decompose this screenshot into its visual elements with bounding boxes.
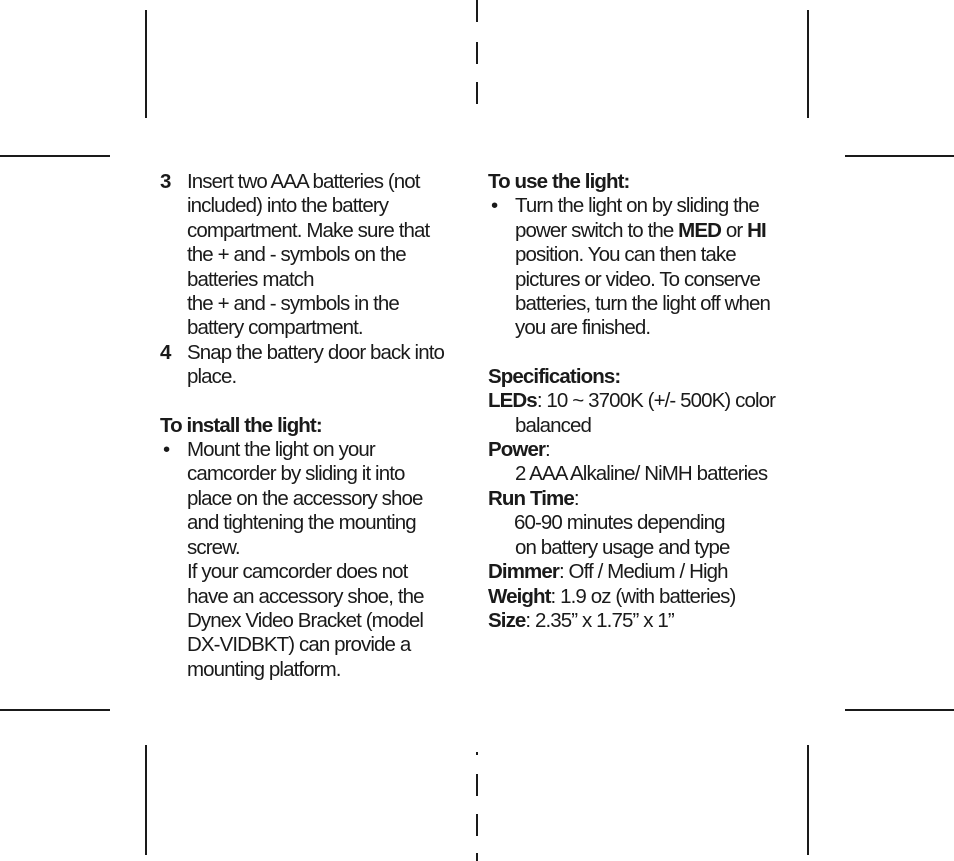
- step-line: the + and - symbols in the: [187, 292, 399, 316]
- bullet-line: mounting platform.: [187, 657, 341, 681]
- step-line: place.: [187, 365, 237, 389]
- hi-label: HI: [747, 218, 766, 242]
- med-label: MED: [678, 218, 722, 242]
- install-heading: To install the light:: [160, 413, 322, 437]
- spec-label: Size: [488, 608, 526, 632]
- bullet-line: and tightening the mounting: [187, 511, 416, 535]
- crop-mark: [476, 42, 478, 64]
- right-column: [488, 170, 808, 633]
- bullet-dot: •: [491, 194, 498, 218]
- bullet-text: power switch to the: [515, 218, 679, 242]
- step-line: compartment. Make sure that: [187, 218, 430, 242]
- bullet-dot: •: [163, 438, 170, 462]
- spec-value: 60-90 minutes depending: [514, 511, 725, 535]
- spec-value: :: [545, 438, 550, 462]
- crop-mark: [476, 82, 478, 104]
- spec-runtime: [488, 487, 808, 560]
- step-4: [160, 341, 470, 390]
- use-heading: To use the light:: [488, 170, 630, 193]
- crop-mark: [0, 155, 110, 157]
- crop-mark: [476, 774, 478, 796]
- step-line: batteries match: [187, 267, 314, 291]
- spec-power: [488, 438, 808, 487]
- step-line: Snap the battery door back into: [187, 340, 445, 364]
- bullet-text: or: [721, 218, 748, 242]
- crop-mark: [476, 752, 478, 755]
- crop-mark: [145, 745, 147, 855]
- bullet-line: you are finished.: [515, 316, 651, 340]
- spec-label: Power: [488, 438, 546, 462]
- bullet-line: Turn the light on by sliding the: [515, 194, 759, 218]
- spec-weight: [488, 585, 808, 609]
- crop-mark: [807, 745, 809, 855]
- spec-size: [488, 609, 808, 633]
- spec-value: balanced: [515, 413, 592, 437]
- step-3: [160, 170, 470, 341]
- bullet-line: [515, 219, 808, 243]
- spec-value: : 2.35” x 1.75” x 1”: [525, 608, 674, 632]
- bullet-line: position. You can then take: [515, 243, 736, 267]
- bullet-line: pictures or video. To conserve: [515, 267, 760, 291]
- crop-mark: [145, 10, 147, 118]
- crop-mark: [807, 10, 809, 118]
- step-line: the + and - symbols on the: [187, 243, 406, 267]
- specs-heading: Specifications:: [488, 364, 621, 388]
- install-bullet: [160, 438, 470, 682]
- crop-mark: [845, 709, 954, 711]
- crop-mark: [476, 0, 478, 22]
- bullet-line: place on the accessory shoe: [187, 486, 423, 510]
- spec-value: : 10 ~ 3700K (+/- 500K) color: [536, 389, 776, 413]
- spec-dimmer: [488, 560, 808, 584]
- spec-value: on battery usage and type: [515, 535, 730, 559]
- bullet-line: Mount the light on your: [187, 438, 375, 462]
- bullet-line: camcorder by sliding it into: [187, 462, 405, 486]
- spec-value: 2 AAA Alkaline/ NiMH batteries: [515, 462, 768, 486]
- spec-leds: [488, 389, 808, 438]
- step-number: 3: [160, 170, 171, 193]
- crop-mark: [0, 709, 110, 711]
- spec-value: :: [573, 486, 579, 510]
- bullet-line: batteries, turn the light off when: [515, 292, 771, 316]
- bullet-line: If your camcorder does not: [187, 560, 408, 584]
- bullet-line: Dynex Video Bracket (model: [187, 608, 424, 632]
- left-column: [160, 170, 470, 682]
- spec-value: : Off / Medium / High: [558, 560, 728, 584]
- spec-label: Dimmer: [488, 560, 559, 584]
- bullet-line: screw.: [187, 535, 240, 559]
- crop-mark: [845, 155, 954, 157]
- spec-label: LEDs: [488, 389, 537, 413]
- step-number: 4: [160, 340, 171, 364]
- use-bullet: [488, 194, 808, 340]
- spec-label: Run Time: [488, 486, 574, 510]
- step-line: included) into the battery: [187, 194, 389, 218]
- spec-value: : 1.9 oz (with batteries): [550, 584, 736, 608]
- step-line: Insert two AAA batteries (not: [187, 170, 420, 193]
- crop-mark: [476, 814, 478, 836]
- bullet-line: have an accessory shoe, the: [187, 584, 424, 608]
- crop-mark: [476, 853, 478, 861]
- bullet-line: DX-VIDBKT) can provide a: [187, 633, 411, 657]
- step-line: battery compartment.: [187, 316, 363, 340]
- spec-label: Weight: [488, 584, 551, 608]
